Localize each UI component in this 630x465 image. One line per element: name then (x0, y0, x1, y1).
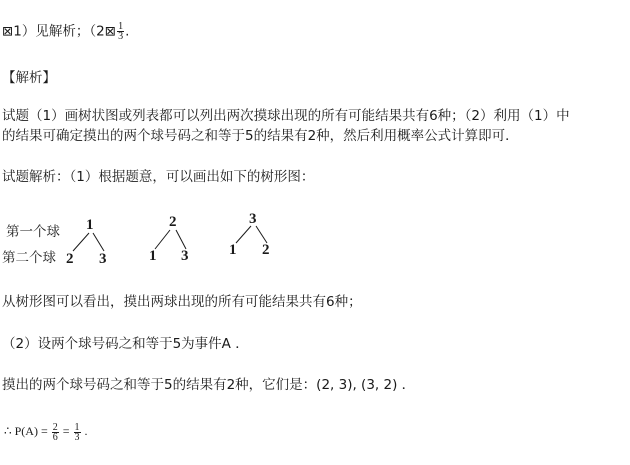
tree-child-2b: 3 (181, 248, 189, 264)
branch-3-right (256, 226, 267, 243)
answer-fraction-denominator: 3 (118, 31, 124, 42)
answer-end: . (125, 23, 130, 40)
answer-fraction-numerator: 1 (118, 21, 124, 32)
tree-child-2a: 1 (149, 248, 157, 264)
solution-intro: 试题解析：（1）根据题意，可以画出如下的树形图： (2, 169, 315, 185)
fraction-1-numerator: 2 (52, 421, 58, 433)
tree-root-3: 3 (249, 211, 257, 227)
analysis-line-2: 的结果可确定摸出的两个球号码之和等于5的结果有2种，然后利用概率公式计算即可． (2, 128, 519, 144)
tree-child-1b: 3 (99, 251, 107, 267)
branch-1-left (73, 233, 89, 251)
branch-2-right (176, 230, 186, 249)
probability-formula (4, 422, 88, 442)
probability-fraction-1 (52, 423, 59, 442)
part2-result: 摸出的两个球号码之和等于5的结果有2种，它们是：(2, 3), (3, 2) ． (2, 377, 416, 393)
probability-fraction-2 (74, 423, 81, 442)
section-header: 【解析】 (2, 70, 56, 86)
answer-text: ⊠1）见解析；（2⊠ (2, 23, 117, 40)
tree-root-2: 2 (169, 214, 177, 230)
branch-3-left (236, 226, 251, 243)
probability-prefix: ∴ P(A) = (4, 424, 51, 438)
fraction-2-denominator: 3 (74, 431, 80, 443)
tree-child-1a: 2 (66, 251, 74, 267)
tree-label-first: 第一个球 (6, 224, 60, 240)
tree-root-1: 1 (86, 217, 94, 233)
branch-2-left (155, 230, 170, 249)
branch-1-right (93, 233, 104, 251)
fraction-2-numerator: 1 (74, 421, 80, 433)
part2-intro: （2）设两个球号码之和等于5为事件A ． (2, 336, 249, 352)
tree-label-second: 第二个球 (2, 250, 56, 266)
probability-equals: = (59, 424, 73, 438)
fraction-1-denominator: 6 (52, 431, 58, 443)
tree-child-3b: 2 (262, 242, 270, 258)
conclusion-line: 从树形图可以看出，摸出两球出现的所有可能结果共有6种； (2, 294, 362, 310)
analysis-line-1: 试题（1）画树状图或列表都可以列出两次摸球出现的所有可能结果共有6种；（2）利用（1）中 (2, 108, 570, 124)
tree-child-3a: 1 (229, 242, 237, 258)
probability-end: . (81, 424, 88, 438)
